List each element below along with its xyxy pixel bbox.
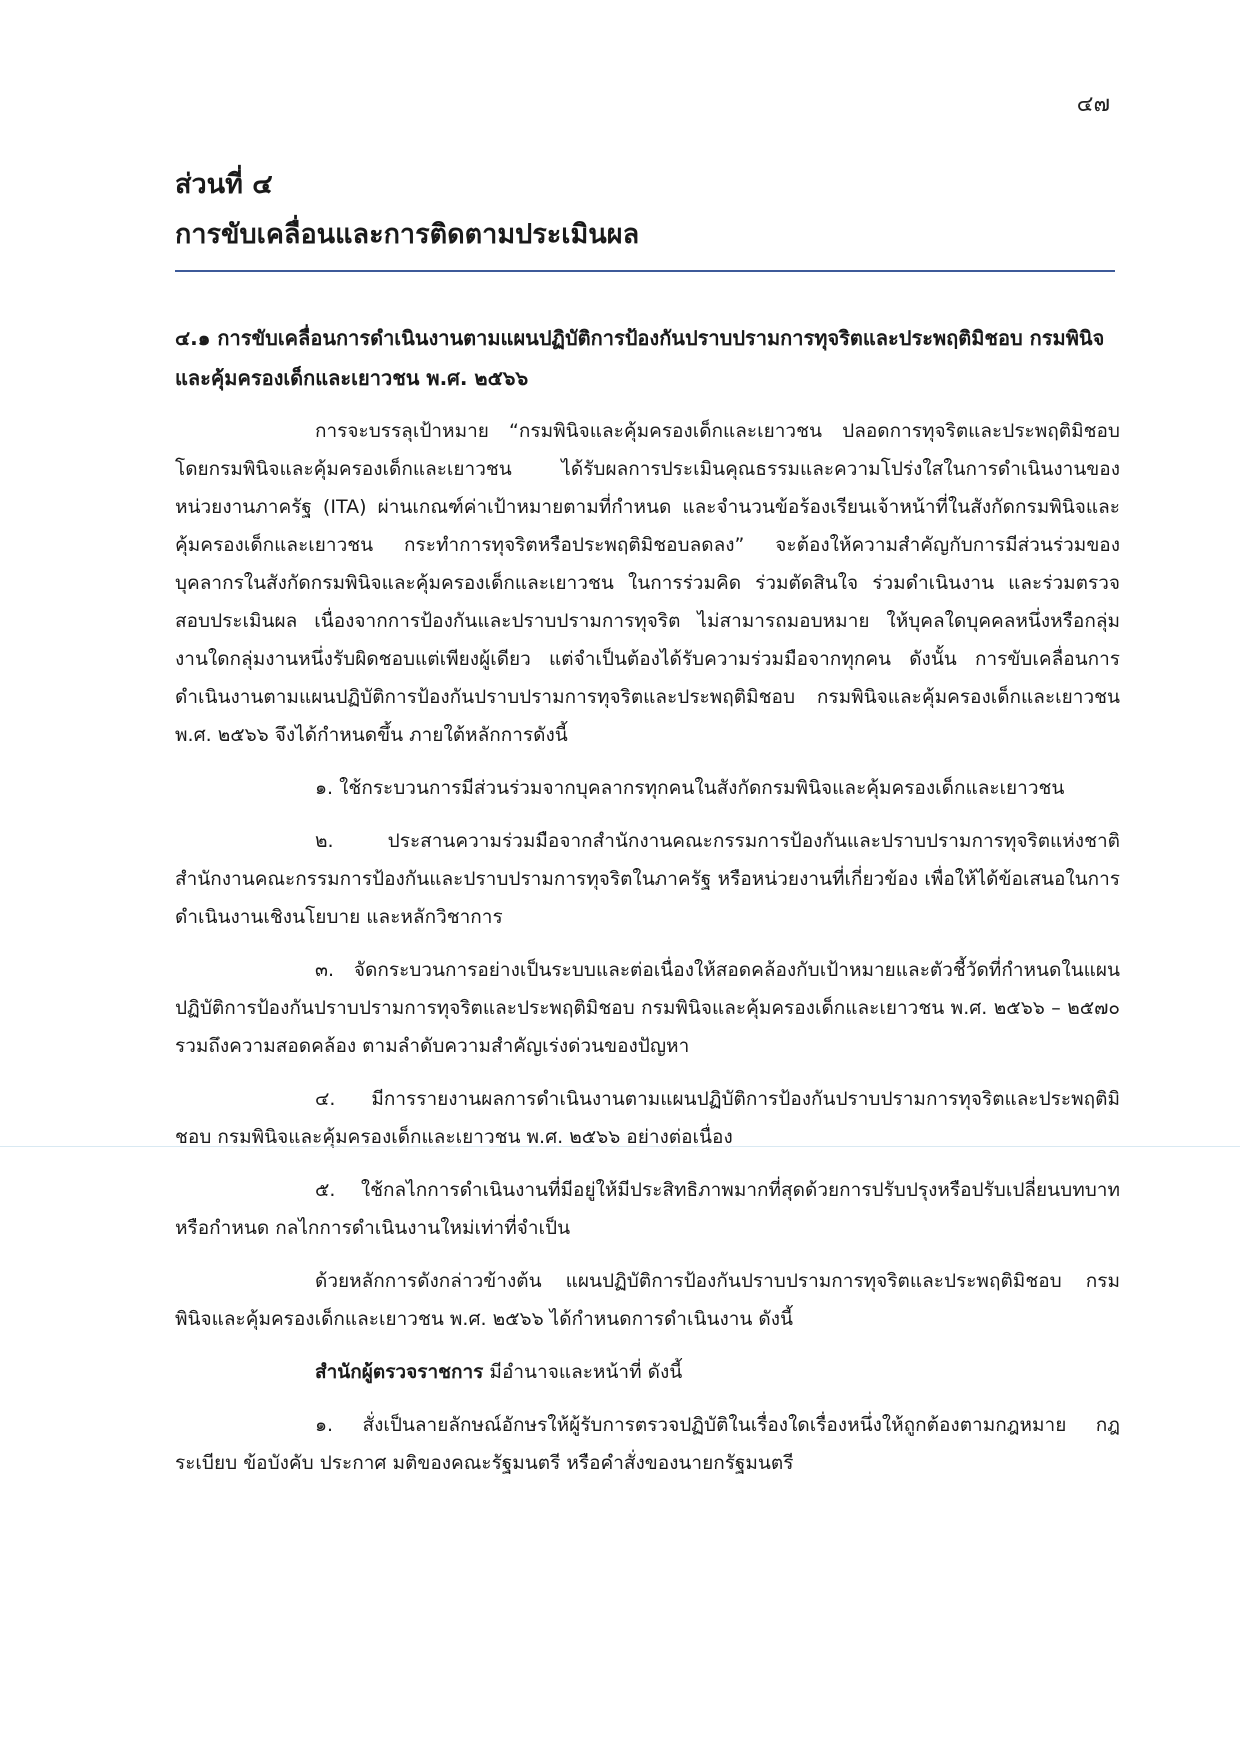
section-title: การขับเคลื่อนและการติดตามประเมินผล (175, 219, 640, 250)
intro-paragraph: การจะบรรลุเป้าหมาย “กรมพินิจและคุ้มครองเด็กและเยาวชน ปลอดการทุจริตและประพฤติมิชอบ โดยกรมพินิจและคุ้มครองเด็กและเยาวชน ได้รับผลการประเมินคุณธรรมและความโปร่งใสในการดำเนินงานของหน่วยงานภาครัฐ (ITA) ผ่านเกณฑ์ค่าเป้าหมายตามที่กำหนด และจำนวนข้อร้องเรียนเจ้าหน้าที่ในสังกัดกรมพินิจและคุ้มครองเด็กและเยาวชน กระทำการทุจริตหรือประพฤติมิชอบลดลง” จะต้องให้ความสำคัญกับการมีส่วนร่วมของบุคลากรในสังกัดกรมพินิจและคุ้มครองเด็กและเยาวชน ในการร่วมคิด ร่วมตัดสินใจ ร่วมดำเนินงาน และร่วมตรวจสอบประเมินผล เนื่องจากการป้องกันและปราบปรามการทุจริต ไม่สามารถมอบหมาย ให้บุคลใดบุคคลหนึ่งหรือกลุ่มงานใดกลุ่มงานหนึ่งรับผิดชอบแต่เพียงผู้เดียว แต่จำเป็นต้องได้รับความร่วมมือจากทุกคน ดังนั้น การขับเคลื่อนการดำเนินงานตามแผนปฏิบัติการป้องกันปราบปรามการทุจริตและประพฤติมิชอบ กรมพินิจและคุ้มครองเด็กและเยาวชน พ.ศ. ๒๕๖๖ จึงได้กำหนดขึ้น ภายใต้หลักการดังนี้ (175, 420, 1120, 746)
principle-item-2: ๒. ประสานความร่วมมือจากสำนักงานคณะกรรมการป้องกันและปราบปรามการทุจริตแห่งชาติ สำนักงานคณะกรรมการป้องกันและปราบปรามการทุจริตในภาครัฐ หรือหน่วยงานที่เกี่ยวข้อง เพื่อให้ได้ข้อเสนอในการดำเนินงานเชิงนโยบาย และหลักวิชาการ (175, 830, 1120, 928)
page-number: ๔๗ (1076, 92, 1110, 117)
principle-item-5: ๕. ใช้กลไกการดำเนินงานที่มีอยู่ให้มีประสิทธิภาพมากที่สุดด้วยการปรับปรุงหรือปรับเปลี่ยนบทบาท หรือกำหนด กลไกการดำเนินงานใหม่เท่าที่จำเป็น (175, 1179, 1120, 1239)
section-heading (175, 160, 1095, 260)
principle-item-1: ๑. ใช้กระบวนการมีส่วนร่วมจากบุคลากรทุกคนในสังกัดกรมพินิจและคุ้มครองเด็กและเยาวชน (315, 777, 1065, 799)
principle-item-3: ๓. จัดกระบวนการอย่างเป็นระบบและต่อเนื่องให้สอดคล้องกับเป้าหมายและตัวชี้วัดที่กำหนดในแผนปฏิบัติการป้องกันปราบปรามการทุจริตและประพฤติมิชอบ กรมพินิจและคุ้มครองเด็กและเยาวชน พ.ศ. ๒๕๖๖ – ๒๕๗๐ รวมถึงความสอดคล้อง ตามลำดับความสำคัญเร่งด่วนของปัญหา (175, 959, 1120, 1057)
subsection-heading: ๔.๑ การขับเคลื่อนการดำเนินงานตามแผนปฏิบัติการป้องกันปราบปรามการทุจริตและประพฤติมิชอบ กรมพินิจและคุ้มครองเด็กและเยาวชน พ.ศ. ๒๕๖๖ (175, 326, 1105, 390)
inspector-duty-1: ๑. สั่งเป็นลายลักษณ์อักษรให้ผู้รับการตรวจปฏิบัติในเรื่องใดเรื่องหนึ่งให้ถูกต้องตามกฎหมาย กฎ ระเบียบ ข้อบังคับ ประกาศ มติของคณะรัฐมนตรี หรือคำสั่งของนายกรัฐมนตรี (175, 1414, 1120, 1474)
heading-divider (175, 270, 1115, 272)
principle-item-4: ๔. มีการรายงานผลการดำเนินงานตามแผนปฏิบัติการป้องกันปราบปรามการทุจริตและประพฤติมิชอบ กรมพินิจและคุ้มครองเด็กและเยาวชน พ.ศ. ๒๕๖๖ อย่างต่อเนื่อง (175, 1088, 1120, 1148)
inspector-heading (175, 1353, 1120, 1391)
summary-paragraph: ด้วยหลักการดังกล่าวข้างต้น แผนปฏิบัติการป้องกันปราบปรามการทุจริตและประพฤติมิชอบ กรมพินิจและคุ้มครองเด็กและเยาวชน พ.ศ. ๒๕๖๖ ได้กำหนดการดำเนินงาน ดังนี้ (175, 1270, 1120, 1330)
inspector-office-name: สำนักผู้ตรวจราชการ (315, 1361, 484, 1383)
inspector-heading-rest: มีอำนาจและหน้าที่ ดังนี้ (483, 1361, 683, 1383)
section-label: ส่วนที่ ๔ (175, 169, 273, 200)
scan-artifact-line (0, 1146, 1240, 1147)
document-body (175, 318, 1120, 1497)
